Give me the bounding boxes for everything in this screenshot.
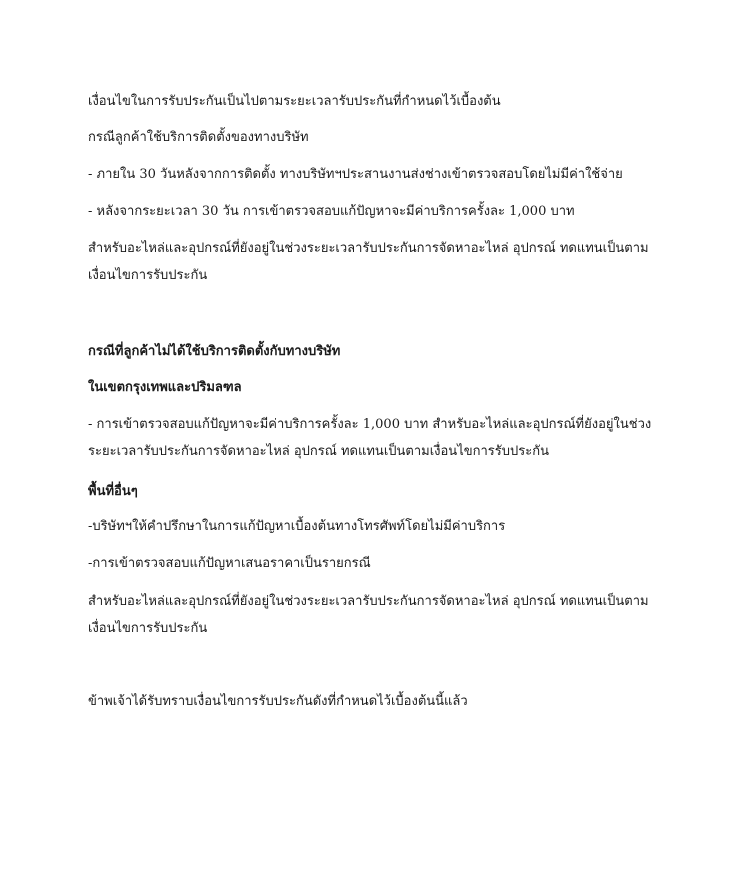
within-30-days-item: - ภายใน 30 วันหลังจากการติดตั้ง ทางบริษัทฯประสานงานส่งช่างเข้าตรวจสอบโดยไม่มีค่าใช้จ่าย — [88, 167, 623, 182]
acknowledgement-statement: ข้าพเจ้าได้รับทราบเงื่อนไขการรับประกันดังที่กำหนดไว้เบื้องต้นนี้แล้ว — [88, 694, 468, 709]
parts-warranty-note-2: สำหรับอะไหล่และอุปกรณ์ที่ยังอยู่ในช่วงระยะเวลารับประกันการจัดหาอะไหล่ อุปกรณ์ ทดแทนเป็นตามเงื่อนไขการรับประกัน — [88, 594, 649, 636]
installed-by-company-heading: กรณีลูกค้าใช้บริการติดตั้งของทางบริษัท — [88, 130, 309, 145]
warranty-intro: เงื่อนไขในการรับประกันเป็นไปตามระยะเวลารับประกันที่กำหนดไว้เบื้องต้น — [88, 94, 501, 109]
case-by-case-quote-item: -การเข้าตรวจสอบแก้ปัญหาเสนอราคาเป็นรายกรณี — [88, 556, 371, 571]
phone-consultation-item: -บริษัทฯให้คำปรึกษาในการแก้ปัญหาเบื้องต้นทางโทรศัพท์โดยไม่มีค่าบริการ — [88, 519, 506, 534]
other-areas-heading: พื้นที่อื่นๆ — [88, 484, 138, 499]
not-installed-by-company-heading: กรณีที่ลูกค้าไม่ได้ใช้บริการติดตั้งกับทางบริษัท — [88, 344, 341, 359]
parts-warranty-note: สำหรับอะไหล่และอุปกรณ์ที่ยังอยู่ในช่วงระยะเวลารับประกันการจัดหาอะไหล่ อุปกรณ์ ทดแทนเป็นตามเงื่อนไขการรับประกัน — [88, 241, 649, 283]
bangkok-service-fee-item: - การเข้าตรวจสอบแก้ปัญหาจะมีค่าบริการครั้งละ 1,000 บาท สำหรับอะไหล่และอุปกรณ์ที่ยังอยู่ในช่วงระยะเวลารับประกันการจัดหาอะไหล่ อุปกรณ์ ทดแทนเป็นตามเงื่อนไขการรับประกัน — [88, 417, 652, 459]
bangkok-area-heading: ในเขตกรุงเทพและปริมลฑล — [88, 380, 242, 395]
after-30-days-item: - หลังจากระยะเวลา 30 วัน การเข้าตรวจสอบแก้ปัญหาจะมีค่าบริการครั้งละ 1,000 บาท — [88, 204, 575, 219]
